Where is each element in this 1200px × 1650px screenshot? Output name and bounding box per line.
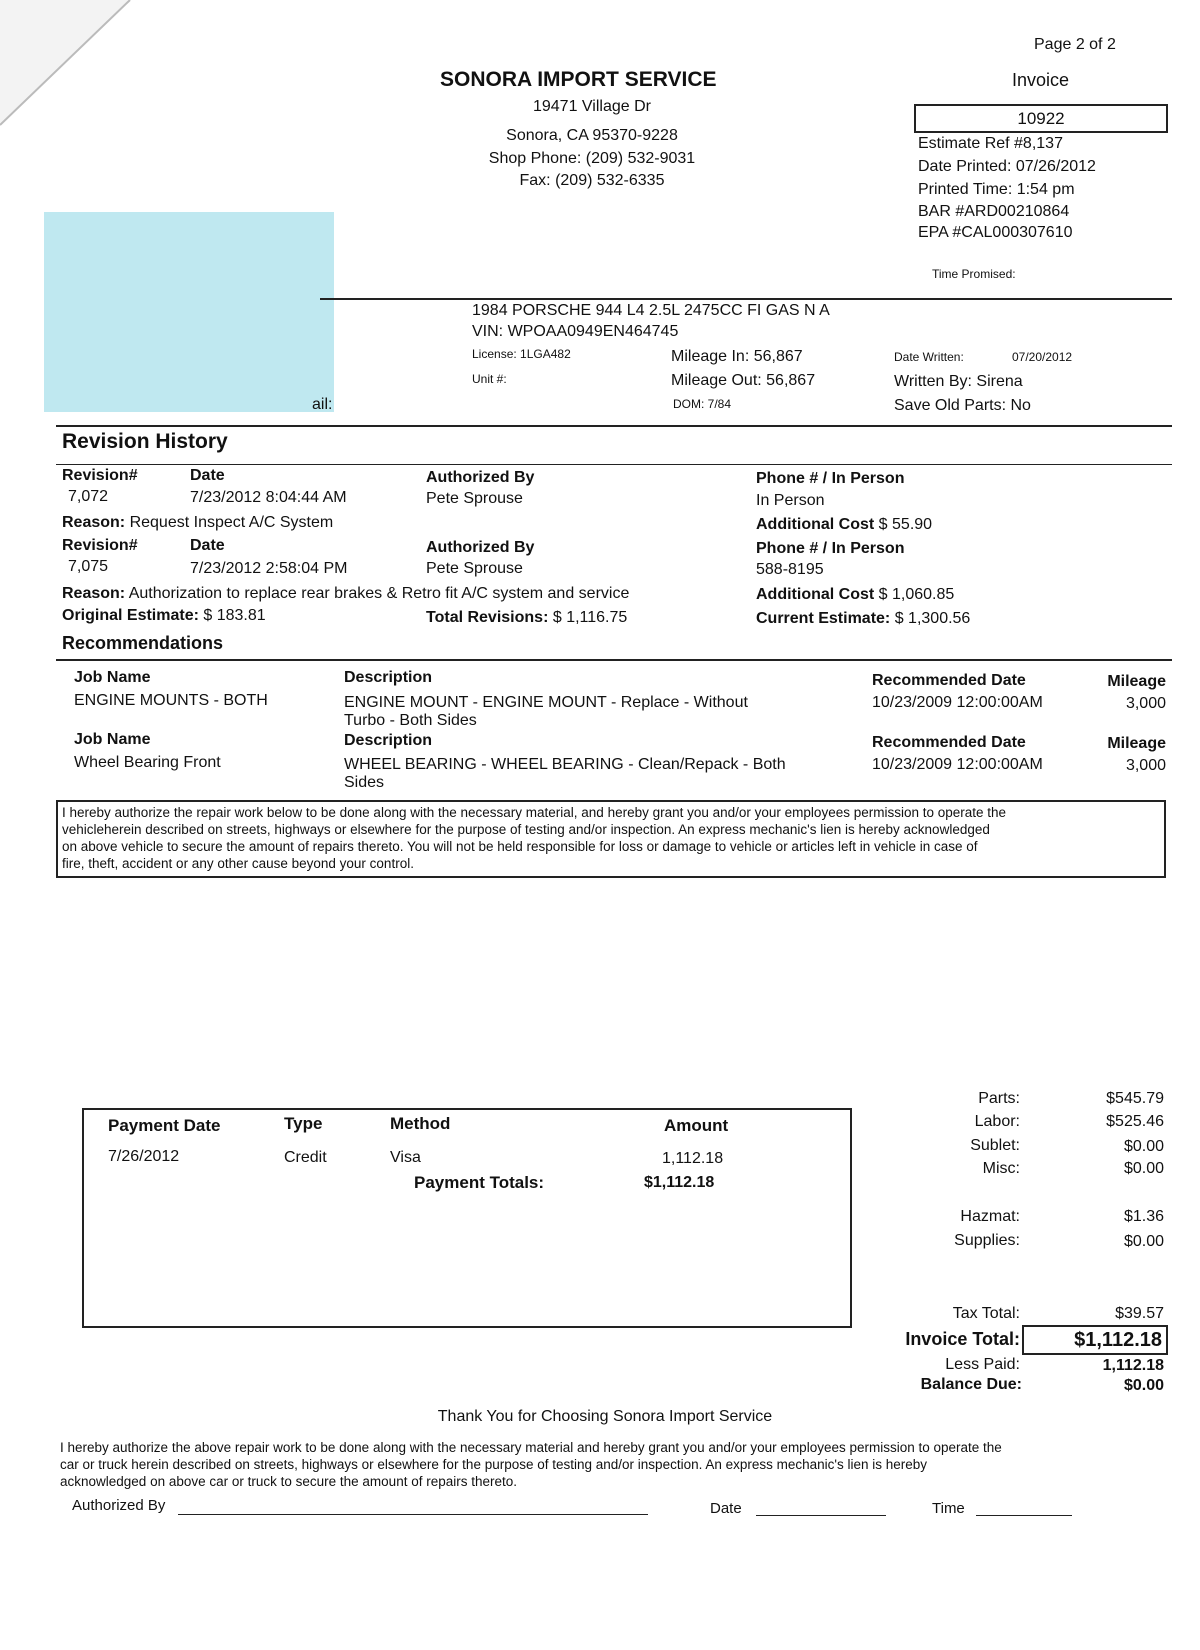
balance-due-label: Balance Due: (920, 1376, 1022, 1393)
vehicle-unit: Unit #: (472, 372, 507, 386)
estimate-ref: Estimate Ref #8,137 (918, 135, 1063, 152)
email-label-fragment: ail: (312, 396, 333, 413)
time-signature-line[interactable] (976, 1515, 1072, 1516)
reason-text: Authorization to replace rear brakes & Retro fit A/C system and service (128, 585, 630, 602)
hazmat-label: Hazmat: (960, 1208, 1020, 1225)
terms-text: I hereby authorize the above repair work to be done along with the necessary material and hereby grant you and/or your employees permission to operate the (60, 1440, 1002, 1455)
epa-number: EPA #CAL000307610 (918, 224, 1073, 241)
revision-number-header: Revision# (62, 537, 138, 554)
sublet-label: Sublet: (970, 1137, 1020, 1154)
mileage-out: Mileage Out: 56,867 (671, 372, 816, 389)
recommendations-title: Recommendations (62, 633, 224, 653)
parts-label: Parts: (978, 1090, 1020, 1107)
authorized-by-label: Authorized By (72, 1497, 166, 1514)
save-old-parts: Save Old Parts: No (894, 397, 1031, 414)
recommended-date-header: Recommended Date (872, 672, 1026, 689)
mileage-header: Mileage (1107, 735, 1166, 752)
hazmat-value: $1.36 (1123, 1208, 1164, 1225)
job-name-header: Job Name (74, 731, 151, 748)
tax-total-value: $39.57 (1115, 1305, 1164, 1322)
revision-date: 7/23/2012 2:58:04 PM (190, 560, 348, 577)
sticky-note-redaction (44, 212, 334, 412)
phone-header: Phone # / In Person (756, 540, 905, 557)
terms-text: acknowledged on above car or truck to secure the amount of repairs thereto. (60, 1474, 518, 1489)
additional-cost-label: Additional Cost (756, 586, 875, 603)
payment-date: 7/26/2012 (108, 1148, 180, 1165)
printed-time: Printed Time: 1:54 pm (918, 181, 1075, 198)
revision-authorized-by: Pete Sprouse (426, 490, 523, 507)
vehicle-vin: VIN: WPOAA0949EN464745 (472, 323, 679, 340)
labor-label: Labor: (974, 1113, 1020, 1130)
mileage-header: Mileage (1107, 673, 1166, 690)
recommendation-mileage: 3,000 (1125, 695, 1166, 712)
additional-cost-value: $ 1,060.85 (878, 586, 955, 603)
revision-authorized-by: Pete Sprouse (426, 560, 523, 577)
recommendations-rule (56, 659, 1172, 661)
recommendation-date: 10/23/2009 12:00:00AM (872, 756, 1043, 773)
revision-reason (62, 514, 333, 532)
additional-cost (756, 586, 954, 604)
reason-label: Reason: (62, 514, 126, 531)
labor-value: $525.46 (1106, 1113, 1164, 1130)
recommendation-job: ENGINE MOUNTS - BOTH (74, 692, 268, 709)
invoice-number: 10922 (1017, 109, 1065, 128)
shop-fax: Fax: (209) 532-6335 (519, 172, 665, 189)
additional-cost-value: $ 55.90 (878, 516, 933, 533)
shop-address-line1: 19471 Village Dr (532, 98, 651, 115)
recommendation-date: 10/23/2009 12:00:00AM (872, 694, 1043, 711)
authorization-text: vehicleherein described on streets, highways or elsewhere for the purpose of testing and/or inspection. An express mechanic's lien is hereby acknowledged (62, 822, 990, 837)
revision-number-header: Revision# (62, 467, 138, 484)
phone-header: Phone # / In Person (756, 470, 905, 487)
tax-total-label: Tax Total: (952, 1305, 1020, 1322)
recommendation-job: Wheel Bearing Front (74, 754, 221, 771)
revision-number: 7,075 (68, 558, 109, 575)
shop-phone: Shop Phone: (209) 532-9031 (488, 150, 696, 167)
total-revisions-label: Total Revisions: (426, 609, 549, 626)
reason-label: Reason: (62, 585, 126, 602)
revision-history-title: Revision History (62, 430, 228, 453)
revision-reason (62, 585, 629, 603)
revision-phone: In Person (756, 492, 825, 509)
current-estimate-label: Current Estimate: (756, 610, 891, 627)
revision-header-rule (56, 464, 1172, 465)
total-revisions-value: $ 1,116.75 (552, 609, 628, 626)
description-header: Description (344, 669, 433, 686)
description-header: Description (344, 732, 433, 749)
payment-date-header: Payment Date (108, 1116, 221, 1135)
authorized-by-header: Authorized By (426, 539, 535, 556)
balance-due-value: $0.00 (1123, 1377, 1164, 1394)
misc-label: Misc: (982, 1160, 1020, 1177)
payment-method: Visa (390, 1149, 421, 1166)
mileage-in: Mileage In: 56,867 (671, 348, 803, 365)
revision-date-header: Date (190, 537, 225, 554)
job-name-header: Job Name (74, 669, 151, 686)
recommendation-description-cont: Sides (344, 774, 385, 791)
revision-top-rule (56, 425, 1172, 427)
current-estimate (756, 610, 970, 628)
recommendation-description-cont: Turbo - Both Sides (344, 712, 477, 729)
payment-totals: $1,112.18 (644, 1174, 715, 1191)
reason-text: Request Inspect A/C System (129, 514, 334, 531)
sublet-value: $0.00 (1123, 1138, 1164, 1155)
payment-method-header: Method (390, 1114, 451, 1133)
invoice-total-box (1022, 1325, 1168, 1355)
payment-totals-label: Payment Totals: (414, 1173, 545, 1192)
additional-cost (756, 516, 932, 534)
authorization-box (56, 800, 1166, 878)
revision-phone: 588-8195 (756, 561, 824, 578)
supplies-label: Supplies: (954, 1232, 1020, 1249)
less-paid-label: Less Paid: (945, 1356, 1020, 1373)
invoice-title: Invoice (1012, 70, 1070, 90)
payment-box (82, 1108, 852, 1328)
authorization-text: on above vehicle to secure the amount of repairs thereto. You will not be held responsible for loss or damage to vehicle or articles left in vehicle in case of (62, 839, 978, 854)
vehicle-license: License: 1LGA482 (472, 347, 571, 361)
shop-name: SONORA IMPORT SERVICE (440, 68, 717, 91)
payment-type-header: Type (284, 1114, 323, 1133)
page-number: Page 2 of 2 (1034, 36, 1116, 53)
parts-value: $545.79 (1106, 1090, 1164, 1107)
thank-you-message: Thank You for Choosing Sonora Import Service (437, 1408, 773, 1425)
invoice-total-label: Invoice Total: (905, 1329, 1020, 1349)
misc-value: $0.00 (1123, 1160, 1164, 1177)
authorization-text: fire, theft, accident or any other cause beyond your control. (62, 856, 414, 871)
time-promised-label: Time Promised: (932, 267, 1016, 281)
revision-number: 7,072 (68, 488, 109, 505)
payment-amount-header: Amount (664, 1116, 729, 1135)
authorized-by-header: Authorized By (426, 469, 535, 486)
invoice-total-value: $1,112.18 (1074, 1329, 1162, 1351)
total-revisions (426, 609, 627, 627)
original-estimate (62, 607, 266, 625)
date-written: 07/20/2012 (1012, 350, 1073, 364)
original-estimate-value: $ 183.81 (203, 607, 266, 624)
vehicle-dom: DOM: 7/84 (673, 397, 732, 411)
recommendation-description: ENGINE MOUNT - ENGINE MOUNT - Replace - Without (344, 694, 748, 711)
time-label: Time (932, 1500, 965, 1517)
terms-text: car or truck herein described on streets, highways or elsewhere for the purpose of testing and/or inspection. An express mechanic's lien is hereby (60, 1457, 928, 1472)
current-estimate-value: $ 1,300.56 (894, 610, 971, 627)
recommended-date-header: Recommended Date (872, 734, 1026, 751)
date-printed: Date Printed: 07/26/2012 (918, 158, 1096, 175)
less-paid-value: 1,112.18 (1102, 1357, 1164, 1374)
authorization-text: I hereby authorize the repair work below to be done along with the necessary material, and hereby grant you and/or your employees permission to operate the (62, 805, 1007, 820)
authorized-by-signature-line[interactable] (178, 1514, 648, 1515)
vehicle-description: 1984 PORSCHE 944 L4 2.5L 2475CC FI GAS N A (472, 302, 830, 319)
vehicle-top-rule (320, 298, 1172, 300)
shop-address-line2: Sonora, CA 95370-9228 (506, 127, 678, 144)
payment-type: Credit (284, 1149, 327, 1166)
recommendation-mileage: 3,000 (1125, 757, 1166, 774)
additional-cost-label: Additional Cost (756, 516, 875, 533)
supplies-value: $0.00 (1123, 1233, 1164, 1250)
date-written-label: Date Written: (894, 350, 964, 364)
footer-terms (60, 1439, 1002, 1490)
recommendation-description: WHEEL BEARING - WHEEL BEARING - Clean/Repack - Both (344, 756, 786, 773)
bar-number: BAR #ARD00210864 (918, 203, 1070, 220)
date-label: Date (710, 1500, 742, 1517)
original-estimate-label: Original Estimate: (62, 607, 199, 624)
payment-amount: 1,112.18 (662, 1150, 724, 1167)
written-by: Written By: Sirena (894, 373, 1023, 390)
invoice-number-box (914, 104, 1168, 133)
date-signature-line[interactable] (756, 1515, 886, 1516)
revision-date-header: Date (190, 467, 225, 484)
revision-date: 7/23/2012 8:04:44 AM (190, 489, 347, 506)
